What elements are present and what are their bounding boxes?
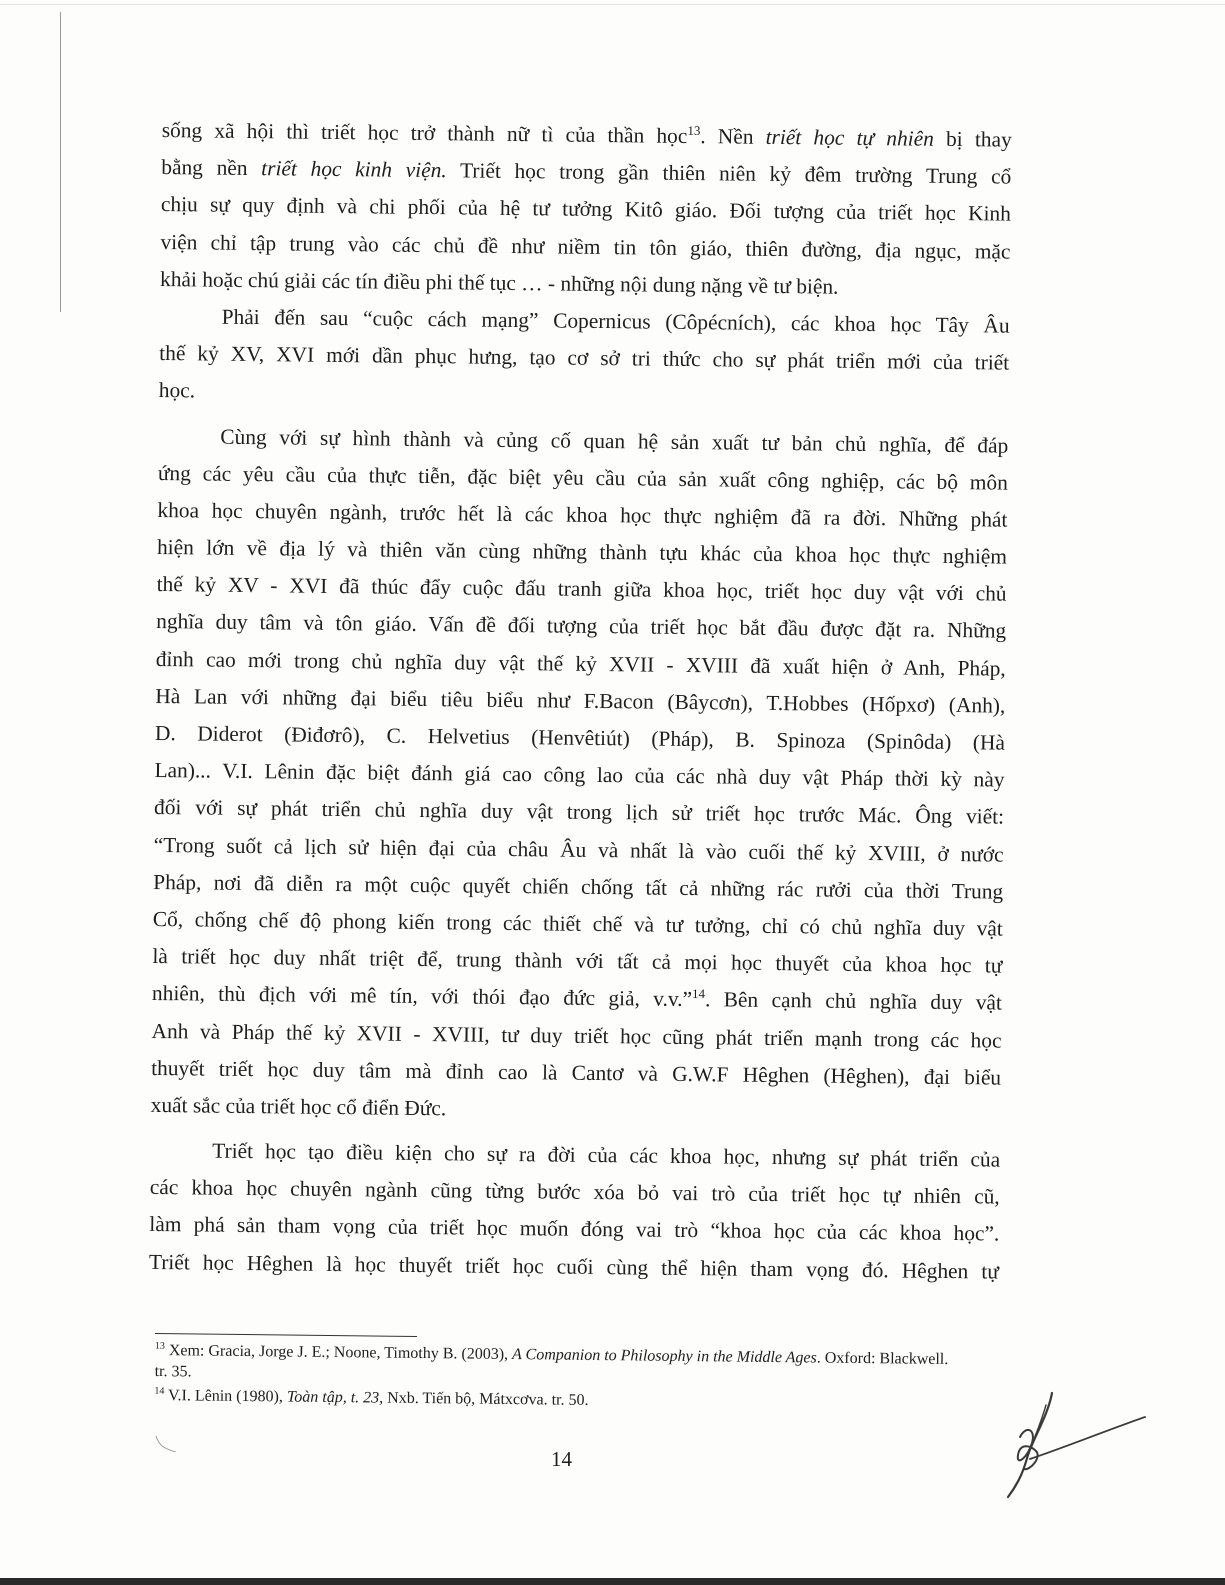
body-line-9: Cùng với sự hình thành và củng cố quan hệ sản xuất tư bản chủ nghĩa, để đáp: [220, 424, 1009, 458]
body-line-17: D. Diderot (Điđơrô), C. Helvetius (Henvêtiút) (Pháp), B. Spinoza (Spinôda) (Hà: [154, 720, 1006, 755]
body-line-19: đối với sự phát triển chủ nghĩa duy vật trong lịch sử triết học trước Mác. Ông viết:: [153, 795, 1005, 829]
body-line-6: Phải đến sau “cuộc cách mạng” Copernicus (Côpécních), các khoa học Tây Âu: [221, 304, 1010, 338]
footnotes: [154, 1340, 955, 1418]
page-number: 14: [551, 1447, 572, 1471]
footnote-ref-13[interactable]: 13: [687, 122, 701, 138]
body-line-12: hiện lớn về địa lý và thiên văn cùng những thành tựu khác của khoa học thực nghiệm: [156, 535, 1008, 569]
body-line-5: khải hoặc chú giải các tín điều phi thế tục … - những nội dung nặng về tư biện.: [159, 266, 839, 299]
body-line-10: ứng các yêu cầu của thực tiễn, đặc biệt yêu cầu của sản xuất công nghiệp, các bộ môn: [157, 460, 1008, 495]
body-line-21: Pháp, nơi đã diễn ra một cuộc quyết chiến chống tất cả những rác rưởi của thời Trung: [153, 869, 1004, 904]
body-line-11: khoa học chuyên ngành, trước hết là các khoa học thực nghiệm đã ra đời. Những phát: [157, 497, 1008, 532]
body-text: [149, 112, 1012, 1290]
body-line-25: Anh và Pháp thế kỷ XVII - XVIII, tư duy triết học cũng phát triển mạnh trong các học: [151, 1018, 1002, 1053]
body-line-13: thế kỷ XV - XVI đã thúc đẩy cuộc đấu tranh giữa khoa học, triết học duy vật với chủ: [156, 572, 1007, 606]
scan-edge-left: [60, 12, 61, 312]
footnote-14: $^{14}$ V.I. Lênin (1980), Toàn tập, t. 23, Nxb. Tiến bộ, Mátxcơva. tr. 50.: [154, 1385, 589, 1409]
body-line-24: nhiên, thù địch với mê tín, với thói đạo đức giả, v.v.”$^{14}$. Bên cạnh chủ nghĩa duy vật: [151, 981, 1003, 1015]
body-line-2: bằng nền triết học kinh viện. Triết học trong gần thiên niên kỷ đêm trường Trung cổ: [161, 155, 1012, 189]
footnote-13: $^{13}$ Xem: Gracia, Jorge J. E.; Noone, Timothy B. (2003), A Companion to Philosophy in the Middle Ages. Oxford: Blackwell. tr. 35.: [154, 1340, 949, 1381]
body-line-26: thuyết triết học duy tâm mà đỉnh cao là Cantơ và G.W.F Hêghen (Hêghen), đại biểu: [151, 1055, 1002, 1090]
body-line-7: thế kỷ XV, XVI mới dần phục hưng, tạo cơ sở tri thức cho sự phát triển mới của triết: [159, 341, 1010, 375]
body-line-22: Cổ, chống chế độ phong kiến trong các thiết chế và tư tưởng, chỉ có chủ nghĩa duy vật: [152, 906, 1003, 941]
body-line-15: đỉnh cao mới trong chủ nghĩa duy vật thế kỷ XVII - XVIII đã xuất hiện ở Anh, Pháp,: [155, 646, 1006, 681]
footnote-separator: [155, 1333, 417, 1337]
body-line-31: Triết học Hêghen là học thuyết triết học cuối cùng thể hiện tham vọng đó. Hêghen tự: [148, 1249, 1000, 1284]
body-line-29: các khoa học chuyên ngành cũng từng bước xóa bỏ vai trò của triết học tự nhiên cũ,: [149, 1175, 1000, 1209]
footnote-ref-14[interactable]: 14: [692, 986, 706, 1002]
body-line-1: sống xã hội thì triết học trở thành nữ tì của thần học$^{13}$. Nền triết học tự nhiên bị thay: [161, 117, 1012, 152]
body-line-27: xuất sắc của triết học cổ điển Đức.: [150, 1092, 447, 1121]
signature-icon: [990, 1385, 1150, 1505]
body-line-18: Lan)... V.I. Lênin đặc biệt đánh giá cao công lao của các nhà duy vật Pháp thời kỳ này: [154, 758, 1005, 792]
body-line-30: làm phá sản tham vọng của triết học muốn đóng vai trò “khoa học của các khoa học”.: [149, 1212, 1000, 1247]
body-line-20: “Trong suốt cả lịch sử hiện đại của châu Âu và nhất là vào cuối thế kỷ XVIII, ở nước: [153, 832, 1004, 867]
body-line-28: Triết học tạo điều kiện cho sự ra đời của các khoa học, nhưng sự phát triển của: [212, 1138, 1001, 1172]
body-line-14: nghĩa duy tâm và tôn giáo. Vấn đề đối tượng của triết học bắt đầu được đặt ra. Những: [156, 609, 1007, 644]
body-line-23: là triết học duy nhất triệt để, trung thành với tất cả mọi học thuyết của khoa học tự: [152, 944, 1003, 978]
body-line-8: học.: [158, 378, 196, 403]
body-line-4: viện chỉ tập trung vào các chủ đề như niềm tin tôn giáo, thiên đường, địa ngục, mặc: [160, 229, 1011, 264]
scan-edge-bottom: [0, 1578, 1225, 1585]
scan-speck-mark: [152, 1432, 192, 1452]
body-line-3: chịu sự quy định và chi phối của hệ tư tưởng Kitô giáo. Đối tượng của triết học Kinh: [160, 192, 1012, 227]
body-line-16: Hà Lan với những đại biểu tiêu biểu như F.Bacon (Bâycơn), T.Hobbes (Hốpxơ) (Anh),: [155, 683, 1006, 718]
scan-edge-top: [0, 4, 1225, 5]
